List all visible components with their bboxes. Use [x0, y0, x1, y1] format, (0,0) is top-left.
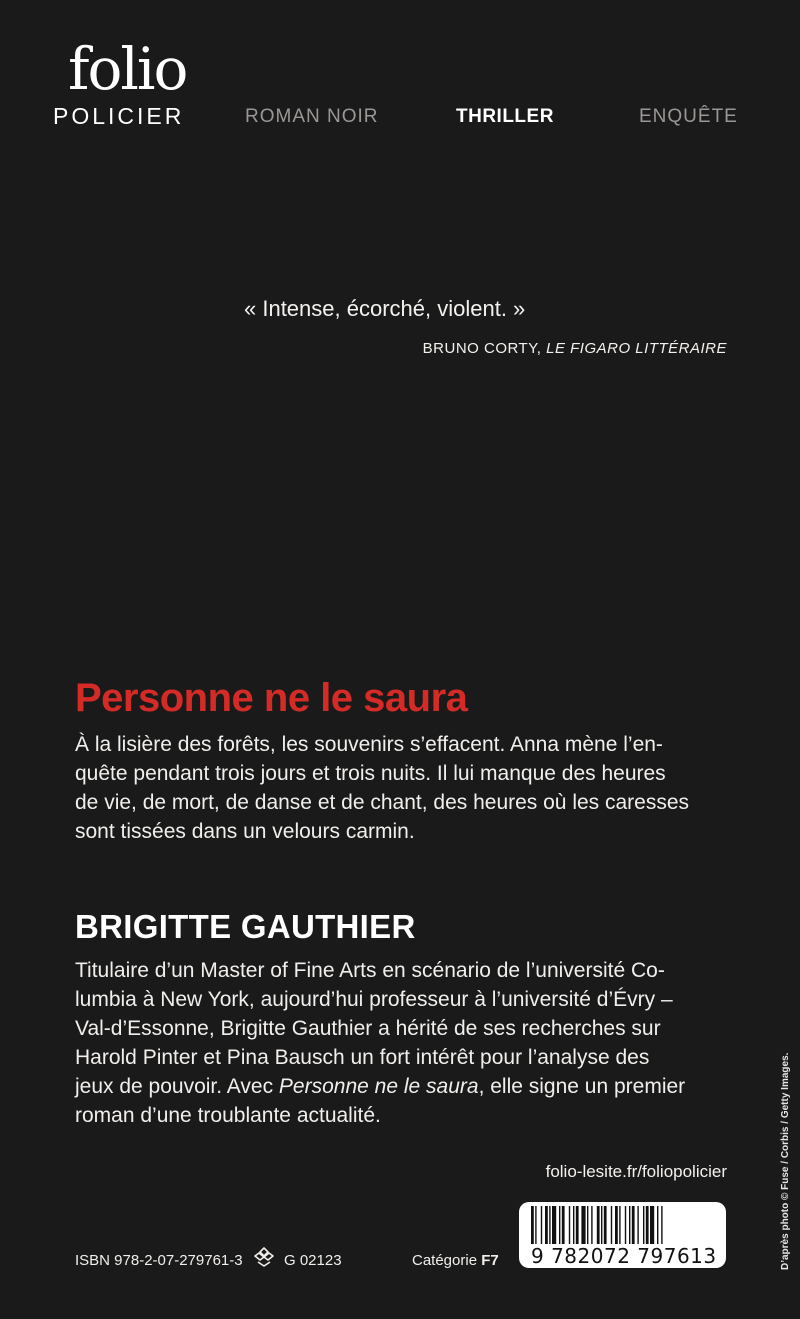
folio-logo: folio	[68, 35, 187, 103]
barcode-bar	[559, 1206, 560, 1244]
quote-source-publication: LE FIGARO LITTÉRAIRE	[546, 340, 727, 357]
bio-line	[75, 1072, 727, 1101]
bio-text: jeux de pouvoir. Avec	[75, 1075, 279, 1098]
barcode-bar	[569, 1206, 570, 1244]
barcode-bar	[619, 1206, 620, 1244]
g-code: G 02123	[284, 1252, 342, 1269]
photo-credit: D’après photo © Fuse / Corbis / Getty Images.	[780, 1052, 791, 1270]
barcode-bar	[643, 1206, 644, 1244]
barcode-bar	[587, 1206, 588, 1244]
barcode-bar	[576, 1206, 579, 1244]
barcode-bar	[650, 1206, 654, 1244]
press-quote: « Intense, écorché, violent. »	[244, 296, 526, 321]
category	[412, 1252, 499, 1269]
barcode-bar	[657, 1206, 658, 1244]
barcode	[519, 1202, 726, 1268]
barcode-digits: 9 782072 797613	[531, 1244, 717, 1268]
barcode-bar	[597, 1206, 600, 1244]
barcode-bar	[591, 1206, 592, 1244]
bio-line: roman d’une troublante actualité.	[75, 1104, 381, 1127]
bio-book-title: Personne ne le saura	[278, 1075, 479, 1098]
barcode-bar	[646, 1206, 649, 1244]
summary-line: sont tissées dans un velours carmin.	[75, 820, 415, 843]
barcode-bar	[625, 1206, 626, 1244]
quote-source	[423, 340, 727, 357]
bio-line: Titulaire d’un Master of Fine Arts en scénario de l’université Co-	[75, 959, 665, 982]
book-summary	[75, 730, 727, 846]
barcode-bar	[562, 1206, 565, 1244]
barcode-bar	[615, 1206, 618, 1244]
genre-roman-noir: ROMAN NOIR	[245, 106, 379, 127]
summary-line: À la lisière des forêts, les souvenirs s’effacent. Anna mène l’en-	[75, 733, 663, 756]
barcode-bar	[611, 1206, 612, 1244]
isbn: ISBN 978-2-07-279761-3	[75, 1252, 243, 1269]
barcode-bar	[552, 1206, 556, 1244]
genre-thriller: THRILLER	[456, 106, 554, 127]
policier-label: POLICIER	[53, 103, 185, 129]
barcode-bar	[601, 1206, 602, 1244]
barcode-bar	[637, 1206, 638, 1244]
bio-line: Harold Pinter et Pina Bausch un fort intérêt pour l’analyse des	[75, 1046, 650, 1069]
barcode-bar	[629, 1206, 630, 1244]
barcode-bar	[541, 1206, 542, 1244]
barcode-bar	[545, 1206, 548, 1244]
barcode-bar	[549, 1206, 550, 1244]
barcode-bar	[604, 1206, 607, 1244]
barcode-bar	[661, 1206, 662, 1244]
bio-line: Val-d’Essonne, Brigitte Gauthier a hérité de ses recherches sur	[75, 1017, 661, 1040]
gallimard-emblem-icon	[251, 1245, 277, 1269]
barcode-bar	[573, 1206, 574, 1244]
barcode-bar	[632, 1206, 635, 1244]
barcode-bar	[535, 1206, 536, 1244]
summary-line: de vie, de mort, de danse et de chant, des heures où les caresses	[75, 791, 690, 814]
barcode-bar	[581, 1206, 585, 1244]
category-label: Catégorie	[412, 1252, 482, 1269]
category-code: F7	[481, 1252, 499, 1269]
bio-text: , elle signe un premier	[478, 1075, 686, 1098]
book-title: Personne ne le saura	[75, 676, 468, 720]
author-bio	[75, 956, 727, 1130]
barcode-bar	[531, 1206, 534, 1244]
quote-source-author: BRUNO CORTY,	[422, 340, 547, 357]
summary-line: quête pendant trois jours et trois nuits. Il lui manque des heures	[75, 762, 666, 785]
genre-enquete: ENQUÊTE	[639, 106, 738, 127]
website-url[interactable]: folio-lesite.fr/foliopolicier	[545, 1162, 727, 1181]
author-name: BRIGITTE GAUTHIER	[75, 908, 416, 945]
bio-line: lumbia à New York, aujourd’hui professeur à l’université d’Évry –	[75, 988, 673, 1011]
